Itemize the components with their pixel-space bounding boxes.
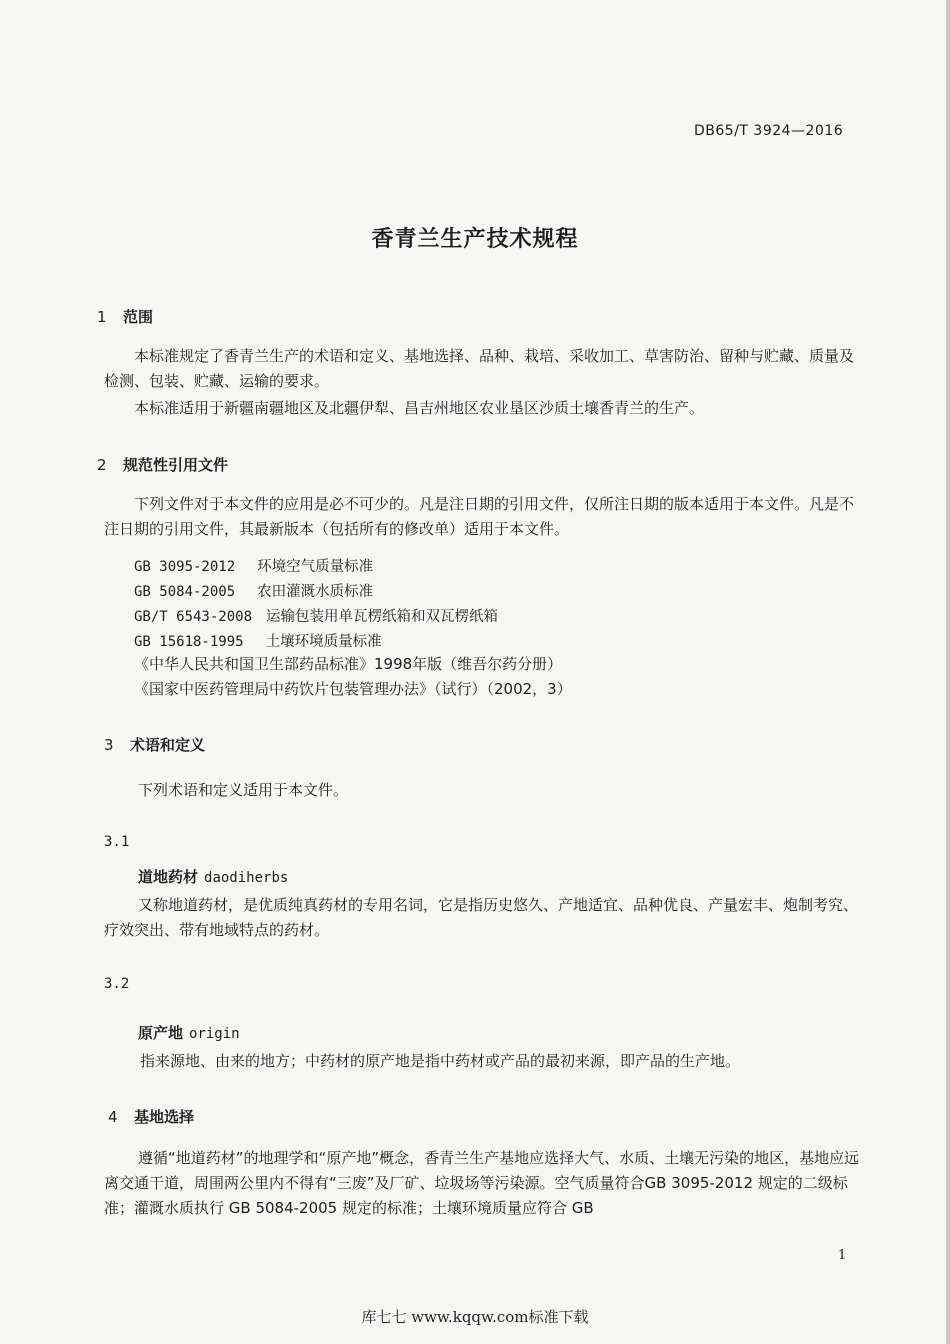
reference-item <box>134 555 373 576</box>
term-english: daodiherbs <box>204 870 289 886</box>
section-number: 2 <box>97 456 107 474</box>
section-4-heading <box>108 1106 194 1127</box>
reference-name: 环境空气质量标准 <box>257 559 374 575</box>
page-number: 1 <box>838 1248 847 1263</box>
term-heading <box>138 866 288 887</box>
term-english: origin <box>189 1026 240 1042</box>
section-number: 4 <box>108 1108 118 1126</box>
reference-code: GB 15618-1995 <box>134 634 244 650</box>
section-3-paragraph-1: 下列术语和定义适用于本文件。 <box>138 781 349 799</box>
section-2-paragraph-1: 下列文件对于本文件的应用是必不可少的。凡是注日期的引用文件，仅所注日期的版本适用于本文件。凡是不注日期的引用文件，其最新版本（包括所有的修改单）适用于本文件。 <box>104 495 855 538</box>
reference-code: GB/T 6543-2008 <box>134 609 253 625</box>
term-definition: 指来源地、由来的地方；中药材的原产地是指中药材或产品的最初来源，即产品的生产地。 <box>140 1052 741 1070</box>
reference-item: 《中华人民共和国卫生部药品标准》1998年版（维吾尔药分册） <box>134 655 563 673</box>
section-1-paragraph-1: 本标准规定了香青兰生产的术语和定义、基地选择、品种、栽培、采收加工、草害防治、留种与贮藏、质量及检测、包装、贮藏、运输的要求。 <box>104 347 855 390</box>
reference-item <box>134 580 373 601</box>
scan-edge <box>946 0 950 1344</box>
section-title: 范围 <box>123 308 154 326</box>
section-title: 基地选择 <box>134 1108 195 1126</box>
section-4-paragraph-1: 遵循“地道药材”的地理学和“原产地”概念，香青兰生产基地应选择大气、水质、土壤无污染的地区，基地应远离交通干道，周围两公里内不得有“三废”及厂矿、垃圾场等污染源。空气质量符合GB 3095-2012 规定的二级标准；灌溉水质执行 GB 5084-2005 规定的标准；土壤环境质量应符合 GB <box>104 1149 860 1217</box>
section-3-heading <box>104 734 205 755</box>
document-number: DB65/T 3924—2016 <box>694 123 844 139</box>
section-number: 3 <box>104 736 114 754</box>
reference-code: GB 3095-2012 <box>134 559 236 575</box>
footer-watermark: 库七七 www.kqqw.com标准下载 <box>361 1308 589 1326</box>
reference-code: GB 5084-2005 <box>134 584 236 600</box>
reference-name: 土壤环境质量标准 <box>265 634 382 650</box>
reference-name: 运输包装用单瓦楞纸箱和双瓦楞纸箱 <box>266 609 499 625</box>
section-1-heading <box>97 306 153 327</box>
section-title: 术语和定义 <box>130 736 206 754</box>
section-title: 规范性引用文件 <box>123 456 229 474</box>
reference-item: 《国家中医药管理局中药饮片包装管理办法》（试行）（2002，3） <box>134 680 572 698</box>
term-heading <box>138 1022 240 1043</box>
page-title: 香青兰生产技术规程 <box>371 227 579 252</box>
section-1-paragraph-2: 本标准适用于新疆南疆地区及北疆伊犁、昌吉州地区农业垦区沙质土壤香青兰的生产。 <box>134 399 705 417</box>
reference-item <box>134 630 382 651</box>
term-number: 3.1 <box>104 834 130 850</box>
term-definition: 又称地道药材，是优质纯真药材的专用名词，它是指历史悠久、产地适宜、品种优良、产量宏丰、炮制考究、疗效突出、带有地域特点的药材。 <box>104 896 859 939</box>
section-2-heading <box>97 454 228 475</box>
reference-item <box>134 605 498 626</box>
term-number: 3.2 <box>104 976 130 992</box>
term-name: 道地药材 <box>138 868 199 886</box>
term-name: 原产地 <box>138 1024 184 1042</box>
section-number: 1 <box>97 308 107 326</box>
reference-name: 农田灌溉水质标准 <box>257 584 374 600</box>
